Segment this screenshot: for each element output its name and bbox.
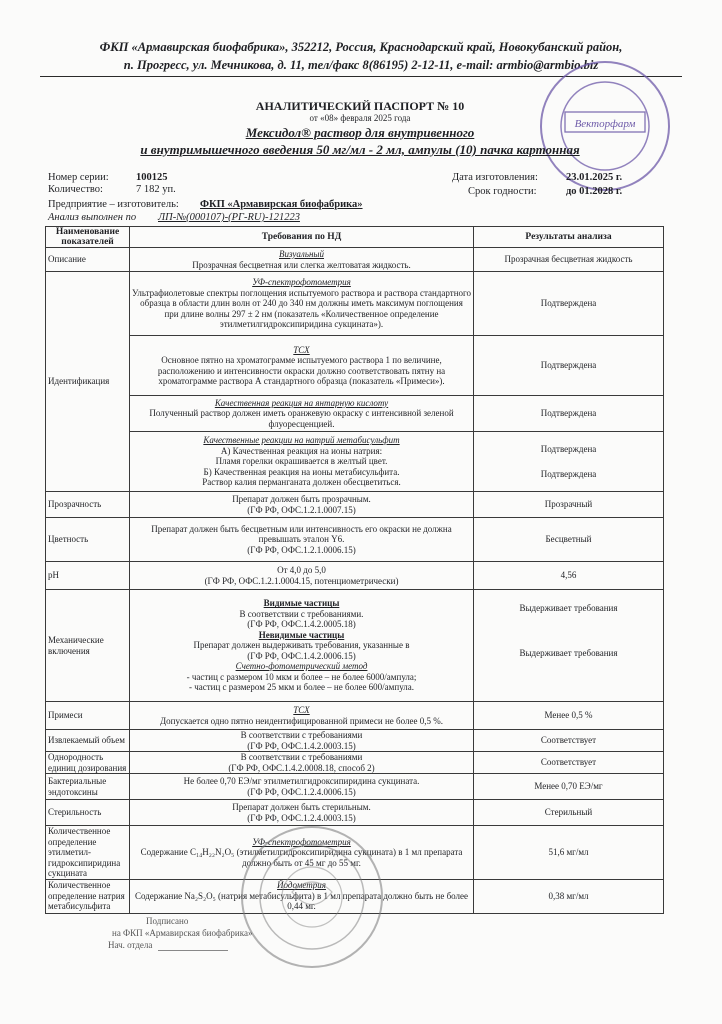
requirement-text: Раствор калия перманганата должен обесцветиться.	[202, 477, 401, 488]
header-requirements: Требования по НД	[130, 227, 474, 248]
table-row	[46, 774, 664, 800]
result-value: Подтверждена	[474, 272, 664, 336]
row-name: Идентификация	[46, 272, 130, 492]
table-row	[46, 562, 664, 590]
requirement-text: - частиц с размером 10 мкм и более – не более 6000/ампула;	[186, 671, 417, 682]
result-value: Выдерживает требования	[519, 603, 618, 613]
requirement-text: Содержание Na₂S₂O₅ (натрия метабисульфита) в 1 мл препарата должно быть не более 0,44 мг.	[134, 890, 469, 912]
row-name: Количественное определение этилметил-гидроксипиридина сукцината	[46, 826, 130, 880]
method-label: Счетно-фотометрический метод	[235, 661, 368, 672]
row-name: Однородность единиц дозирования	[46, 752, 130, 774]
method-label: УФ-спектрофотометрия	[252, 836, 351, 847]
result-value: Подтверждена	[540, 444, 597, 454]
requirement-ref: (ГФ РФ, ОФС.1.4.2.0005.18)	[247, 619, 356, 630]
table-row	[46, 248, 664, 272]
requirement-ref: (ГФ РФ, ОФС.1.2.4.0006.15)	[247, 786, 356, 797]
requirement-ref: (ГФ РФ, ОФС.1.4.2.0003.15)	[247, 740, 356, 751]
signature-line	[158, 950, 228, 951]
manufacturer-label: Предприятие – изготовитель:	[48, 199, 179, 210]
table-row	[46, 702, 664, 730]
result-value: Менее 0,5 %	[474, 702, 664, 730]
company-header-line1: ФКП «Армавирская биофабрика», 352212, Россия, Краснодарский край, Новокубанский район,	[99, 40, 623, 54]
result-value: Прозрачный	[474, 492, 664, 518]
manufacture-date-value: 23.01.2025 г.	[566, 172, 623, 183]
method-label: Визуальный	[278, 249, 325, 259]
row-name: Описание	[46, 248, 130, 272]
analysis-value: ЛП-№(000107)-(РГ-RU)-121223	[158, 212, 300, 223]
requirement-ref: (ГФ РФ, ОФС.1.2.4.0003.15)	[247, 812, 356, 823]
requirement-text: Препарат должен быть бесцветным или интенсивность его окраски не должна превышать эталон Y6.	[151, 523, 452, 545]
requirement-ref: (ГФ РФ, ОФС.1.2.1.0006.15)	[247, 544, 356, 555]
passport-title: АНАЛИТИЧЕСКИЙ ПАСПОРТ № 10	[255, 99, 465, 113]
company-header-line2: п. Прогресс, ул. Мечникова, д. 11, тел/факс 8(86195) 2-12-11, e-mail: armbio@armbio.biz	[123, 58, 599, 72]
row-name: Механические включения	[46, 590, 130, 702]
analysis-label: Анализ выполнен по	[48, 212, 137, 223]
series-value: 100125	[136, 172, 168, 183]
footer-head: Нач. отдела	[108, 940, 153, 950]
method-label: ТСХ	[293, 344, 310, 355]
table-row	[46, 272, 664, 336]
table-row	[46, 730, 664, 752]
result-value: Менее 0,70 ЕЭ/мг	[474, 774, 664, 800]
requirement-text: В соответствии с требованиями.	[239, 608, 364, 619]
result-value: 0,38 мг/мл	[474, 879, 664, 913]
requirement-text: А) Качественная реакция на ионы натрия:	[220, 445, 383, 456]
requirement-text: Препарат должен выдерживать требования, указанные в	[193, 640, 410, 651]
requirement-text: Препарат должен быть прозрачным.	[232, 494, 371, 504]
footer-signed: Подписано	[146, 916, 189, 926]
row-name: Стерильность	[46, 800, 130, 826]
result-value: 51,6 мг/мл	[474, 826, 664, 880]
product-name-line1: Мексидол® раствор для внутривенного	[245, 125, 475, 140]
table-row	[46, 432, 664, 492]
requirement-text: Не более 0,70 ЕЭ/мг этилметилгидроксипиридина сукцината.	[183, 776, 420, 786]
requirement-ref: (ГФ РФ, ОФС.1.4.2.0008.18, способ 2)	[228, 762, 375, 773]
table-header-row	[46, 227, 664, 248]
requirement-text: Полученный раствор должен иметь оранжевую окраску с интенсивной зеленой флуоресценцией.	[149, 408, 454, 429]
result-value: 4,56	[474, 562, 664, 590]
table-row	[46, 590, 664, 702]
manufacturer-value: ФКП «Армавирская биофабрика»	[200, 199, 363, 210]
table-row	[46, 492, 664, 518]
result-value: Подтверждена	[540, 468, 597, 479]
requirement-text: От 4,0 до 5,0	[277, 565, 326, 575]
method-label: ТСХ	[293, 705, 310, 715]
requirement-text: Пламя горелки окрашивается в желтый цвет.	[215, 456, 388, 467]
requirement-text: Содержание C₁₄H₂₂N₂O₅ (этилметилгидроксипиридина сукцината) в 1 мл препарата должно быть от 45 мг до 55 мг.	[140, 847, 463, 868]
round-seal-icon	[232, 822, 392, 972]
requirement-text: - частиц с размером 25 мкм и более – не более 600/ампула.	[188, 682, 415, 693]
requirement-text: Б) Качественная реакция на ионы метабисульфита.	[203, 466, 400, 477]
header-results: Результаты анализа	[474, 227, 664, 248]
method-label: Качественная реакция на янтарную кислоту	[214, 397, 389, 408]
quantity-value: 7 182 уп.	[136, 184, 176, 195]
footer-org: на ФКП «Армавирская биофабрика»	[112, 928, 253, 938]
result-value: Стерильный	[474, 800, 664, 826]
table-row	[46, 336, 664, 396]
expiry-value: до 01.2028 г.	[566, 186, 623, 197]
table-row	[46, 396, 664, 432]
product-name-line2: и внутримышечного введения 50 мг/мл - 2 мл, ампулы (10) пачка картонная	[140, 142, 580, 157]
row-name: pH	[46, 562, 130, 590]
requirement-heading: Видимые частицы	[263, 598, 340, 609]
row-name: Бактериальные эндотоксины	[46, 774, 130, 800]
expiry-label: Срок годности:	[468, 186, 537, 197]
series-label: Номер серии:	[48, 172, 109, 183]
result-value: Бесцветный	[474, 518, 664, 562]
manufacture-date-label: Дата изготовления:	[452, 172, 538, 183]
result-value: Выдерживает требования	[519, 647, 618, 658]
table-row	[46, 518, 664, 562]
requirement-ref: (ГФ РФ, ОФС.1.2.1.0007.15)	[247, 504, 356, 515]
row-name: Цветность	[46, 518, 130, 562]
row-name: Примеси	[46, 702, 130, 730]
passport-date: от «08» февраля 2025 года	[309, 113, 411, 123]
requirement-text: Допускается одно пятно неидентифицированной примеси не более 0,5 %.	[160, 715, 443, 726]
quantity-label: Количество:	[48, 184, 103, 195]
analysis-table	[45, 226, 664, 914]
header-indicator: Наименование показателей	[46, 227, 130, 248]
requirement-text: Прозрачная бесцветная или слегка желтоватая жидкость.	[192, 259, 411, 270]
result-value: Соответствует	[474, 730, 664, 752]
method-label: Йодометрия	[277, 880, 326, 891]
requirement-ref: (ГФ РФ, ОФС.1.4.2.0006.15)	[247, 650, 356, 661]
requirement-text: В соответствии с требованиями	[240, 752, 363, 762]
table-row	[46, 752, 664, 774]
result-value: Подтверждена	[474, 396, 664, 432]
method-label: УФ-спектрофотометрия	[252, 277, 351, 288]
row-name: Количественное определение натрия метабисульфита	[46, 879, 130, 913]
requirement-text: В соответствии с требованиями	[240, 730, 363, 740]
result-value: Прозрачная бесцветная жидкость	[474, 248, 664, 272]
result-value: Подтверждена	[474, 336, 664, 396]
method-label: Качественные реакции на натрий метабисульфит	[203, 435, 400, 446]
requirement-text: Основное пятно на хроматограмме испытуемого раствора 1 по величине, расположению и интенсивности окраски должно соответствовать пятну на хроматограмме раствора А стандартного образца (показатель «Примеси»).	[157, 355, 446, 386]
requirement-text: Препарат должен быть стерильным.	[232, 802, 371, 812]
result-value: Соответствует	[474, 752, 664, 774]
stamp-text: Векторфарм	[574, 118, 636, 130]
requirement-text: Ультрафиолетовые спектры поглощения испытуемого раствора и раствора стандартного образца в области длин волн от 240 до 340 нм должны иметь максимум поглощения при длине волны 297 ± 2 нм (показатель «Количественное определение этилметилгидроксипиридина сукцината»).	[132, 287, 471, 330]
requirement-ref: (ГФ РФ, ОФС.1.2.1.0004.15, потенциометрически)	[204, 575, 399, 586]
row-name: Прозрачность	[46, 492, 130, 518]
requirement-heading: Невидимые частицы	[258, 629, 345, 640]
row-name: Извлекаемый объем	[46, 730, 130, 752]
